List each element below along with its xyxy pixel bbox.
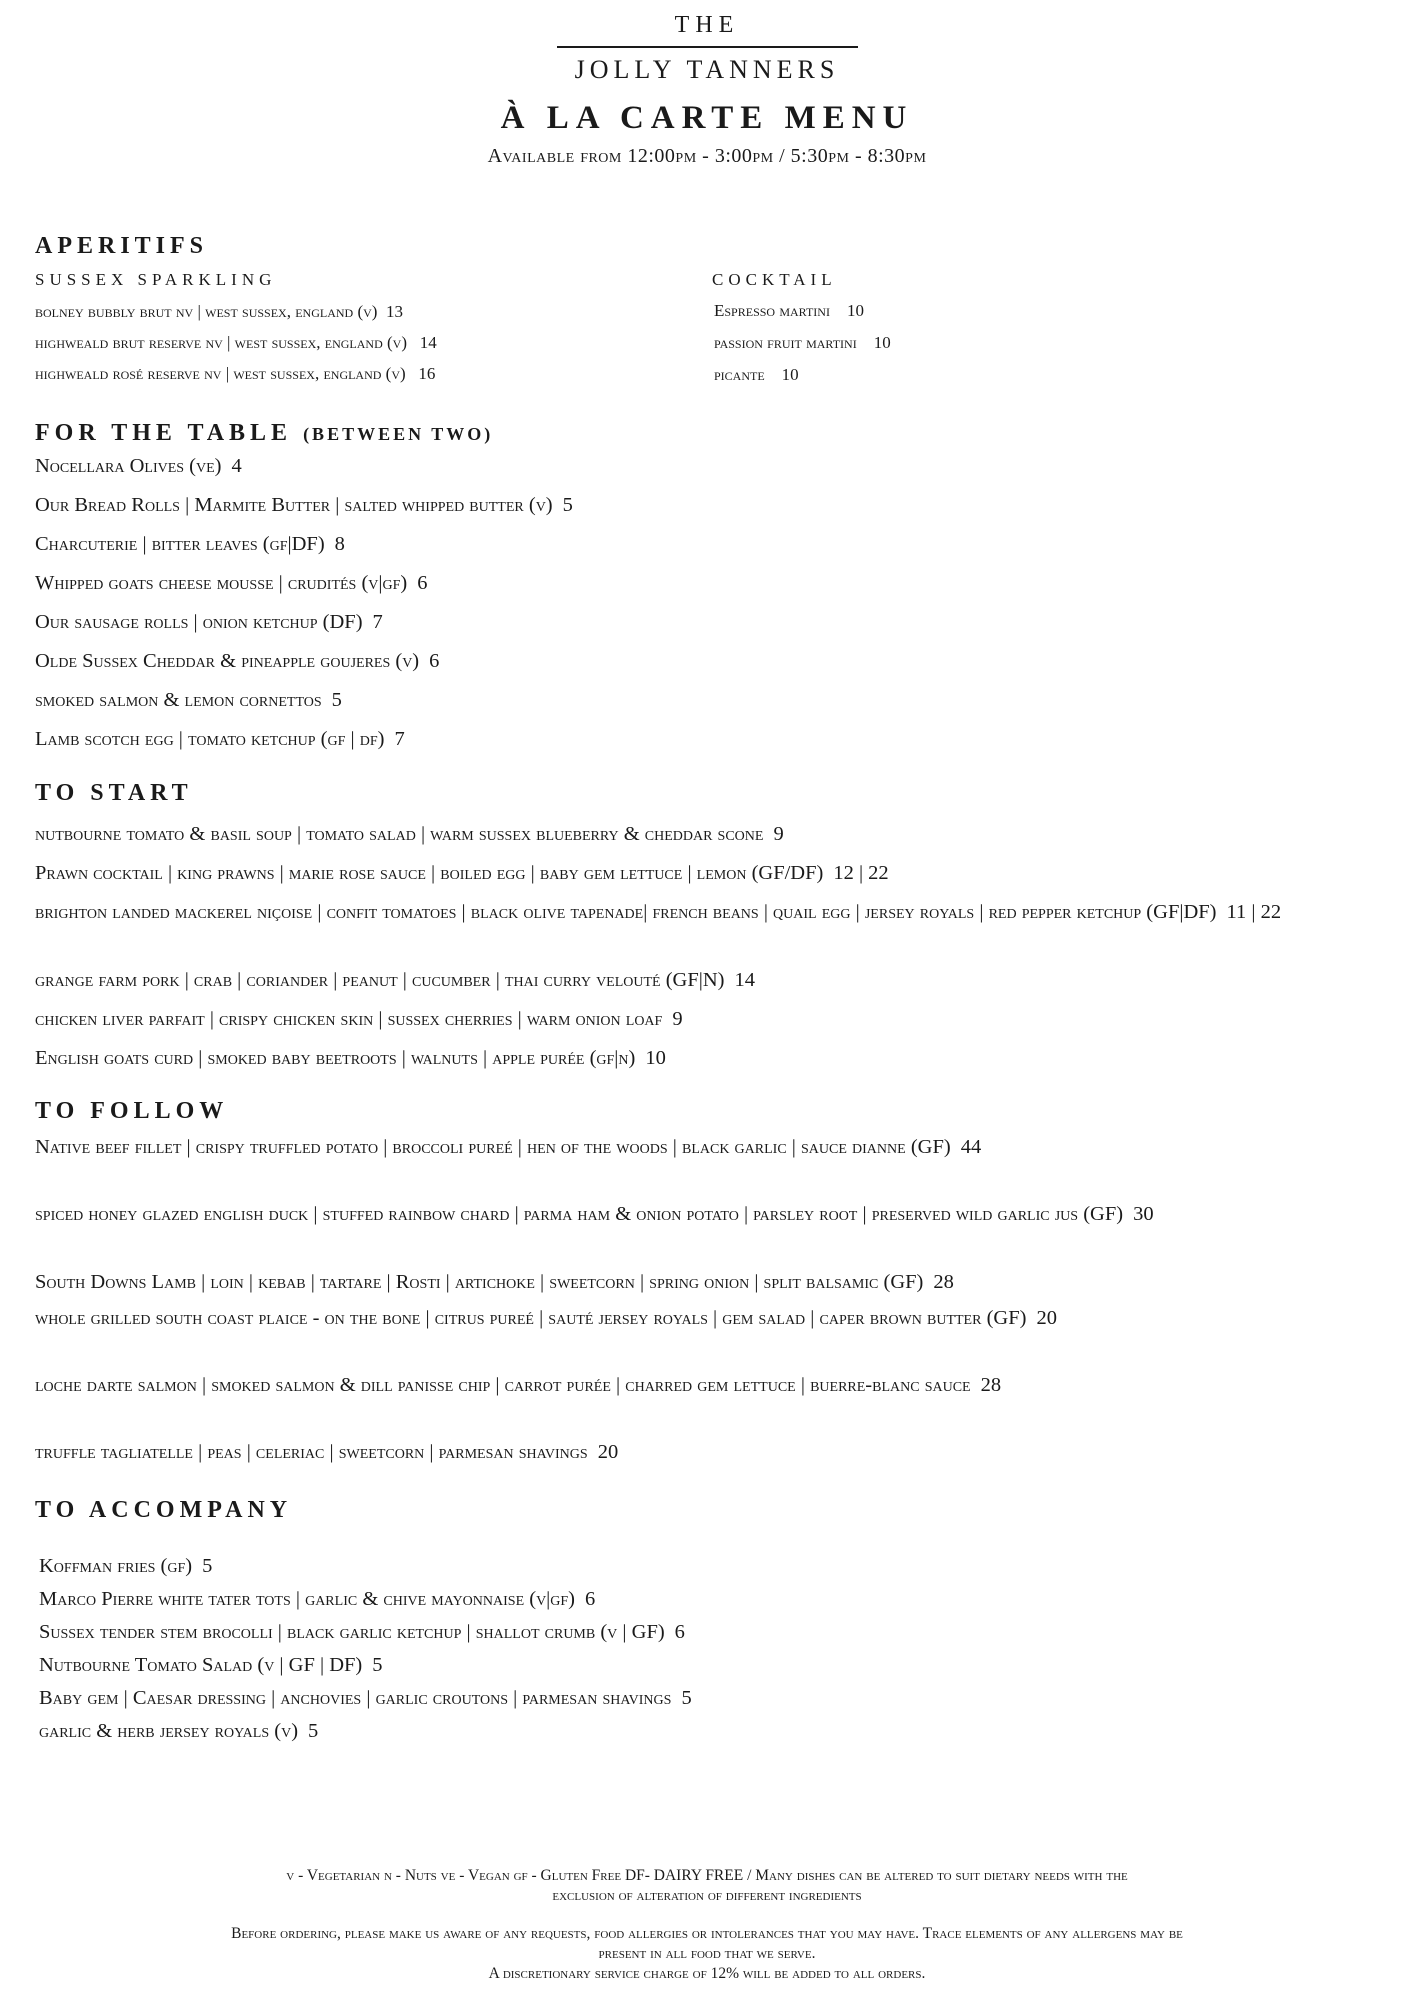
item-price: 6 [417, 572, 428, 594]
item-name: Marco Pierre white tater tots | garlic & chive mayonnaise (v|gf) [39, 1588, 576, 1610]
item-price: 28 [980, 1374, 1002, 1396]
item-price: 10 [846, 301, 864, 320]
item-price: 20 [597, 1441, 619, 1463]
item-price: 11 | 22 [1226, 901, 1282, 923]
brand-the: THE [674, 12, 740, 38]
dietary-key-line: exclusion of alteration of different ingredients [552, 1887, 862, 1904]
item-name: South Downs Lamb | loin | kebab | tartare | Rosti | artichoke | sweetcorn | spring onion | split balsamic (GF) [35, 1271, 924, 1293]
item-price: 10 [873, 333, 891, 352]
cocktail-item [714, 333, 891, 353]
item-price: 44 [960, 1136, 982, 1158]
item-price: 16 [418, 364, 436, 383]
menu-item [35, 1200, 1275, 1228]
menu-item [35, 859, 889, 887]
menu-item [35, 452, 242, 480]
dietary-key-line: v - Vegetarian n - Nuts ve - Vegan gf - Gluten Free DF- DAIRY FREE / Many dishes can be altered to suit dietary needs with the [286, 1867, 1128, 1884]
item-name: Lamb scotch egg | tomato ketchup (gf | df) [35, 728, 385, 750]
item-name: loche darte salmon | smoked salmon & dill panisse chip | carrot purée | charred gem lettuce | buerre-blanc sauce [35, 1374, 971, 1396]
section-heading-for-the-table [35, 420, 493, 447]
item-price: 20 [1036, 1307, 1057, 1329]
section-heading-aperitifs: APERITIFS [35, 233, 209, 259]
item-price: 5 [202, 1555, 213, 1577]
menu-item [39, 1585, 595, 1613]
item-name: Native beef fillet | crispy truffled potato | broccoli pureé | hen of the woods | black garlic | sauce dianne (GF) [35, 1136, 951, 1158]
item-price: 6 [585, 1588, 596, 1610]
item-name: smoked salmon & lemon cornettos [35, 689, 322, 711]
item-name: Nutbourne Tomato Salad (v | GF | DF) [39, 1654, 363, 1676]
section-heading-to-accompany: TO ACCOMPANY [35, 1497, 293, 1523]
item-name: highweald brut reserve nv | west sussex, england (v) [35, 333, 408, 352]
menu-item [35, 1438, 618, 1466]
item-name: Whipped goats cheese mousse | crudités (v|gf) [35, 572, 408, 594]
item-name: Charcuterie | bitter leaves (gf|DF) [35, 533, 325, 555]
item-name: grange farm pork | crab | coriander | peanut | cucumber | thai curry velouté (GF|N) [35, 969, 725, 991]
item-name: spiced honey glazed english duck | stuffed rainbow chard | parma ham & onion potato | parsley root | preserved wild garlic jus (GF) [35, 1203, 1124, 1225]
item-price: 7 [372, 611, 383, 633]
item-price: 14 [419, 333, 437, 352]
item-name: truffle tagliatelle | peas | celeriac | sweetcorn | parmesan shavings [35, 1441, 588, 1463]
menu-item [35, 820, 784, 848]
menu-item [35, 1005, 683, 1033]
item-name: chicken liver parfait | crispy chicken skin | sussex cherries | warm onion loaf [35, 1008, 663, 1030]
allergy-notice [0, 1924, 1414, 1984]
subheading-cocktail: COCKTAIL [712, 270, 837, 289]
section-heading-to-start: TO START [35, 780, 193, 806]
item-price: 6 [674, 1621, 685, 1643]
menu-item [35, 569, 427, 597]
item-name: Our Bread Rolls | Marmite Butter | salted whipped butter (v) [35, 494, 553, 516]
item-name: passion fruit martini [714, 333, 857, 352]
cocktail-item [714, 301, 864, 321]
availability-text: Available from 12:00pm - 3:00pm / 5:30pm - 8:30pm [487, 145, 927, 167]
item-price: 5 [331, 689, 342, 711]
item-price: 4 [231, 455, 242, 477]
menu-item [39, 1717, 318, 1745]
menu-item [35, 1304, 1235, 1332]
allergy-notice-line: Before ordering, please make us aware of any requests, food allergies or intolerances that you may have. Trace elements of any allergens may be [231, 1925, 1183, 1942]
item-name: English goats curd | smoked baby beetroots | walnuts | apple purée (gf|n) [35, 1047, 636, 1069]
item-price: 5 [372, 1654, 383, 1676]
brand-name: JOLLY TANNERS [574, 55, 840, 84]
menu-item [35, 608, 383, 636]
item-name: Our sausage rolls | onion ketchup (DF) [35, 611, 363, 633]
item-name: whole grilled south coast plaice - on the bone | citrus pureé | sauté jersey royals | gem salad | caper brown butter (GF) [35, 1307, 1027, 1329]
item-price: 9 [773, 823, 784, 845]
item-price: 10 [645, 1047, 666, 1069]
item-price: 9 [672, 1008, 683, 1030]
item-name: Olde Sussex Cheddar & pineapple goujeres (v) [35, 650, 420, 672]
sparkling-item [35, 364, 435, 384]
menu-item [35, 1268, 954, 1296]
item-price: 8 [334, 533, 345, 555]
item-name: Sussex tender stem brocolli | black garlic ketchup | shallot crumb (v | GF) [39, 1621, 665, 1643]
menu-item [35, 1133, 1215, 1161]
heading-text: FOR THE TABLE [35, 420, 293, 446]
brand-divider [557, 46, 858, 48]
sparkling-item [35, 333, 437, 353]
item-name: Baby gem | Caesar dressing | anchovies | garlic croutons | parmesan shavings [39, 1687, 672, 1709]
dietary-key [0, 1866, 1414, 1906]
item-price: 10 [781, 365, 799, 384]
heading-subtext: (BETWEEN TWO) [303, 424, 494, 444]
item-price: 14 [734, 969, 756, 991]
item-price: 5 [681, 1687, 692, 1709]
item-name: bolney bubbly brut nv | west sussex, england (v) [35, 302, 378, 321]
menu-item [35, 491, 573, 519]
item-price: 7 [394, 728, 405, 750]
section-heading-to-follow: TO FOLLOW [35, 1098, 229, 1124]
item-name: Prawn cocktail | king prawns | marie rose sauce | boiled egg | baby gem lettuce | lemon (GF/DF) [35, 862, 824, 884]
menu-item [35, 686, 342, 714]
menu-title: À LA CARTE MENU [500, 100, 914, 136]
menu-item [35, 1044, 666, 1072]
sparkling-item [35, 302, 403, 322]
menu-item [39, 1552, 212, 1580]
item-name: nutbourne tomato & basil soup | tomato salad | warm sussex blueberry & cheddar scone [35, 823, 764, 845]
menu-item [35, 530, 345, 558]
item-price: 28 [933, 1271, 954, 1293]
item-name: Espresso martini [714, 301, 830, 320]
item-name: brighton landed mackerel niçoise | confit tomatoes | black olive tapenade| french beans | quail egg | jersey royals | red pepper ketchup (GF|DF) [35, 901, 1217, 923]
item-price: 6 [429, 650, 440, 672]
allergy-notice-line: present in all food that we serve. [598, 1945, 816, 1962]
item-name: picante [714, 365, 765, 384]
item-name: Nocellara Olives (ve) [35, 455, 222, 477]
item-price: 13 [385, 302, 403, 321]
item-price: 5 [308, 1720, 319, 1742]
service-charge-note: A discretionary service charge of 12% will be added to all orders. [488, 1965, 926, 1982]
item-price: 5 [562, 494, 573, 516]
item-name: highweald rosé reserve nv | west sussex, england (v) [35, 364, 406, 383]
menu-item [35, 1371, 1235, 1399]
item-price: 12 | 22 [833, 862, 889, 884]
item-name: garlic & herb jersey royals (v) [39, 1720, 299, 1742]
menu-item [35, 966, 755, 994]
item-name: Koffman fries (gf) [39, 1555, 193, 1577]
item-price: 30 [1133, 1203, 1154, 1225]
menu-item [35, 898, 1315, 926]
menu-item [35, 647, 439, 675]
menu-item [39, 1651, 383, 1679]
menu-item [35, 725, 405, 753]
menu-item [39, 1618, 685, 1646]
cocktail-item [714, 365, 799, 385]
subheading-sussex-sparkling: SUSSEX SPARKLING [35, 270, 277, 289]
menu-item [39, 1684, 692, 1712]
